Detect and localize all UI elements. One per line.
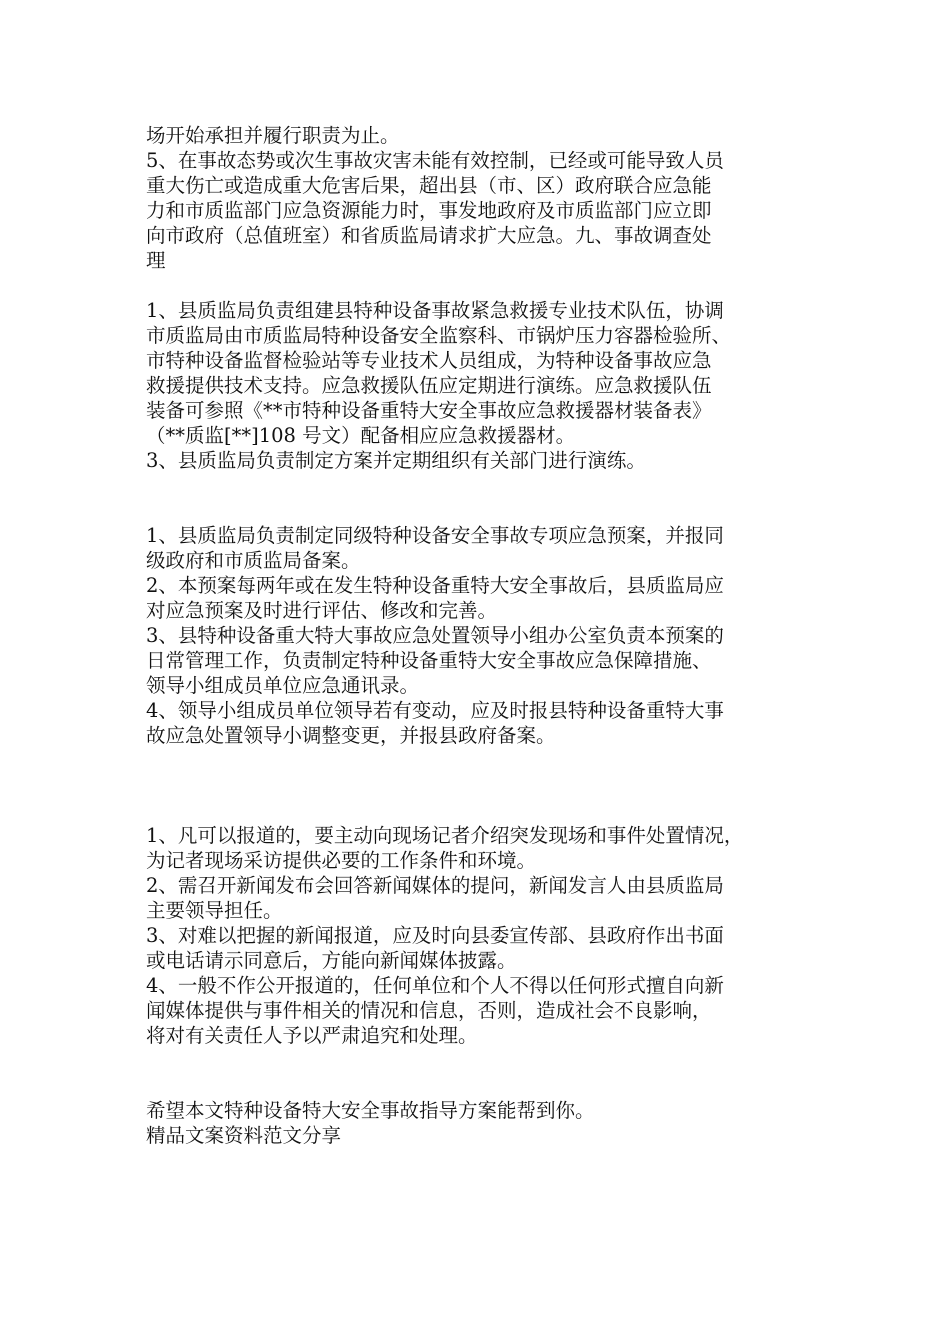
paragraph: 1、县质监局负责制定同级特种设备安全事故专项应急预案，并报同 级政府和市质监局备案。 — [146, 524, 724, 572]
paragraph: 1、凡可以报道的，要主动向现场记者介绍突发现场和事件处置情况， 为记者现场采访提供必要的工作条件和环境。 — [146, 824, 744, 872]
paragraph: 场开始承担并履行职责为止。 — [146, 124, 400, 147]
paragraph-gap — [146, 473, 826, 523]
paragraph-gap — [146, 273, 826, 298]
paragraph: 2、需召开新闻发布会回答新闻媒体的提问，新闻发言人由县质监局 主要领导担任。 — [146, 874, 724, 922]
paragraph-gap — [146, 748, 826, 823]
paragraph: 4、一般不作公开报道的，任何单位和个人不得以任何形式擅自向新 闻媒体提供与事件相关的情况和信息，否则，造成社会不良影响， 将对有关责任人予以严肃追究和处理。 — [146, 974, 724, 1047]
paragraph: 2、本预案每两年或在发生特种设备重特大安全事故后，县质监局应 对应急预案及时进行评估、修改和完善。 — [146, 574, 724, 622]
paragraph: 3、对难以把握的新闻报道，应及时向县委宣传部、县政府作出书面 或电话请示同意后，方能向新闻媒体披露。 — [146, 924, 724, 972]
document-page — [146, 123, 826, 1148]
paragraph-gap — [146, 1048, 826, 1098]
paragraph: 1、县质监局负责组建县特种设备事故紧急救援专业技术队伍，协调 市质监局由市质监局特种设备安全监察科、市锅炉压力容器检验所、 市特种设备监督检验站等专业技术人员组成，为特种设备事故应急 救援提供技术支持。应急救援队伍应定期进行演练。应急救援队伍 装备可参照《**市特种设备重特大安全事故应急救援器材装备表》 （**质监[**]108 号文）配备相应应急救援器材。 — [146, 299, 732, 447]
paragraph: 3、县特种设备重大特大事故应急处置领导小组办公室负责本预案的 日常管理工作，负责制定特种设备重特大安全事故应急保障措施、 领导小组成员单位应急通讯录。 — [146, 624, 724, 697]
paragraph: 4、领导小组成员单位领导若有变动，应及时报县特种设备重特大事 故应急处置领导小调整变更，并报县政府备案。 — [146, 699, 724, 747]
paragraph: 3、县质监局负责制定方案并定期组织有关部门进行演练。 — [146, 449, 646, 472]
footer-line: 精品文案资料范文分享 — [146, 1124, 342, 1147]
closing-line: 希望本文特种设备特大安全事故指导方案能帮到你。 — [146, 1099, 595, 1122]
paragraph: 5、在事故态势或次生事故灾害未能有效控制，已经或可能导致人员 重大伤亡或造成重大危害后果，超出县（市、区）政府联合应急能 力和市质监部门应急资源能力时，事发地政府及市质监部门应立即 向市政府（总值班室）和省质监局请求扩大应急。九、事故调查处 理 — [146, 149, 724, 272]
